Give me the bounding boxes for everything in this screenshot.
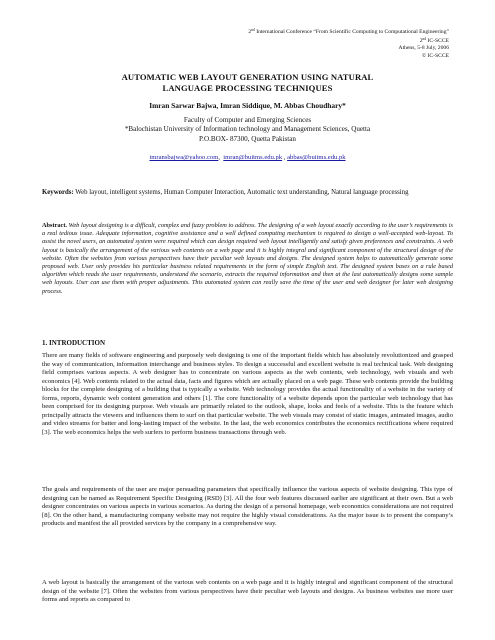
conference-line-2 bbox=[248, 36, 449, 45]
paper-title-line-2: LANGUAGE PROCESSING TECHNIQUES bbox=[162, 82, 333, 93]
email-link-3[interactable]: abbas@buitms.edu.pk bbox=[287, 154, 346, 161]
affiliation-line-2: *Balochistan University of Information technology and Management Sciences, Quetta bbox=[124, 125, 371, 134]
author-list: Imran Sarwar Bajwa, Imran Siddique, M. Abbas Choudhary* bbox=[149, 101, 346, 110]
conference-name: International Conference “From Scientific Computing to Computational Engineering” bbox=[254, 29, 449, 35]
conference-line-1 bbox=[248, 27, 449, 36]
email-separator: , bbox=[283, 154, 286, 161]
conference-ordinal-suffix: nd bbox=[251, 28, 255, 32]
affiliation-line-1: Faculty of Computer and Emerging Sciences bbox=[183, 116, 312, 124]
email-list bbox=[42, 154, 453, 162]
paper-title bbox=[42, 72, 453, 93]
conference-abbr-suffix: nd bbox=[422, 37, 427, 42]
conference-copyright: © IC-SCCE bbox=[421, 52, 449, 59]
keywords-label: Keywords: bbox=[42, 189, 74, 196]
conference-location-date: Athens, 5-8 July, 2006 bbox=[398, 45, 449, 52]
section-heading-introduction: 1. INTRODUCTION bbox=[42, 339, 106, 347]
affiliation-line-3: P.O.BOX- 87300, Quetta Pakistan bbox=[199, 134, 296, 143]
keywords-paragraph bbox=[42, 189, 453, 198]
conference-abbr-number: 2 bbox=[419, 38, 423, 45]
conference-abbr: IC-SCCE bbox=[426, 38, 449, 45]
abstract-label: Abstract. bbox=[42, 222, 68, 229]
body-paragraph-3: A web layout is basically the arrangement of the various web contents on a web page and it is highly integral and significant component of the structural design of the website [7]. Often the websites from various perspectives have their peculiar web layouts and designs. As business websites use more user forms and reports as compared to bbox=[42, 579, 453, 604]
email-link-2[interactable]: imran@buitms.edu.pk bbox=[223, 154, 283, 161]
abstract-text: Web layout designing is a difficult, complex and fuzzy problem to address. The designing of a web layout exactly according to the user’s requirements is a real tedious issue. Adequate information, cognitive assistance and a well defined computing mechanism is required to design a well-accepted web-layout. To assist the novel users, an automated system were required which can design required web layout intelligently and satisfy given preferences and constraints. A web layout is basically the arrangement of the various web contents on a web page and it is highly integral and significant component of the structural design of the website. Often the websites from various perspectives have their peculiar web layouts and designs. The designed system helps to automatically generate some proposed web. User only provides his particular business related requirements in the form of simple English text. The designed system bases on a rule based algorithm which reads the user requirements, understand the scenario, extracts the required information and then at the last automatically designs some sample web layouts. User can use them with proper adjustments. This automated system can really save the time of the user and web designer for later web designing process. bbox=[42, 222, 453, 295]
email-link-1[interactable]: imransbajwa@yahoo.com bbox=[149, 154, 219, 161]
affiliation-block bbox=[42, 116, 453, 144]
conference-ordinal-number: 2 bbox=[248, 29, 252, 35]
body-paragraph-1: There are many fields of software engineering and purposely web designing is one of the important fields which has absolutely revolutionized and grasped the way of communication, information interchange and business styles. To design a successful and excellent website is real technical task. Web designing field comprises various aspects. A web designer has to concentrate on various aspects as the web contents, web technology, web visuals and web economics [4]. Web contents related to the actual data, facts and figures which are actually placed on a web page. These web contents provide the building blocks for the complete designing of a building that is typically a website. Web technology provides the actual functionality of a website in the variety of forms, reports, dynamic web content generation and others [1]. The core functionality of a website depends upon the particular web technology that has been comprised for its designing purpose. Web visuals are primarily related to the outlook, shape, looks and feels of a website. This is the feature which principally attracts the viewers and influences them to surf on that particular website. The web visuals may consist of static images, animated images, audio and video streams for batter and long-lasting impact of the website. In the last, the web economics contributes the economics rectifications where required [3]. The web economics helps the web surfers to perform business transactions through web. bbox=[42, 352, 453, 436]
keywords-text: Web layout, intelligent systems, Human Computer Interaction, Automatic text understanding, Natural language processing bbox=[73, 189, 409, 196]
conference-header bbox=[248, 27, 449, 60]
email-separator: , bbox=[218, 154, 220, 161]
body-paragraph-2: The goals and requirements of the user are major persuading parameters that specifically influence the various aspects of website designing. This type of designing can be named as Requirement Specific Designing (RSD) [3]. All the four web features discussed earlier are significant at their own. But a web designer concentrates on various aspects in various scenarios. As during the design of a personal homepage, web economics considerations are not required [8]. On the other hand, a manufacturing company website may not require the highly visual considerations. As the major issue is to present the company’s products and manifest the all provided services by the company in a comprehensive way. bbox=[42, 486, 453, 528]
abstract-paragraph bbox=[42, 222, 453, 296]
paper-title-line-1: AUTOMATIC WEB LAYOUT GENERATION USING NATURAL bbox=[121, 72, 374, 82]
